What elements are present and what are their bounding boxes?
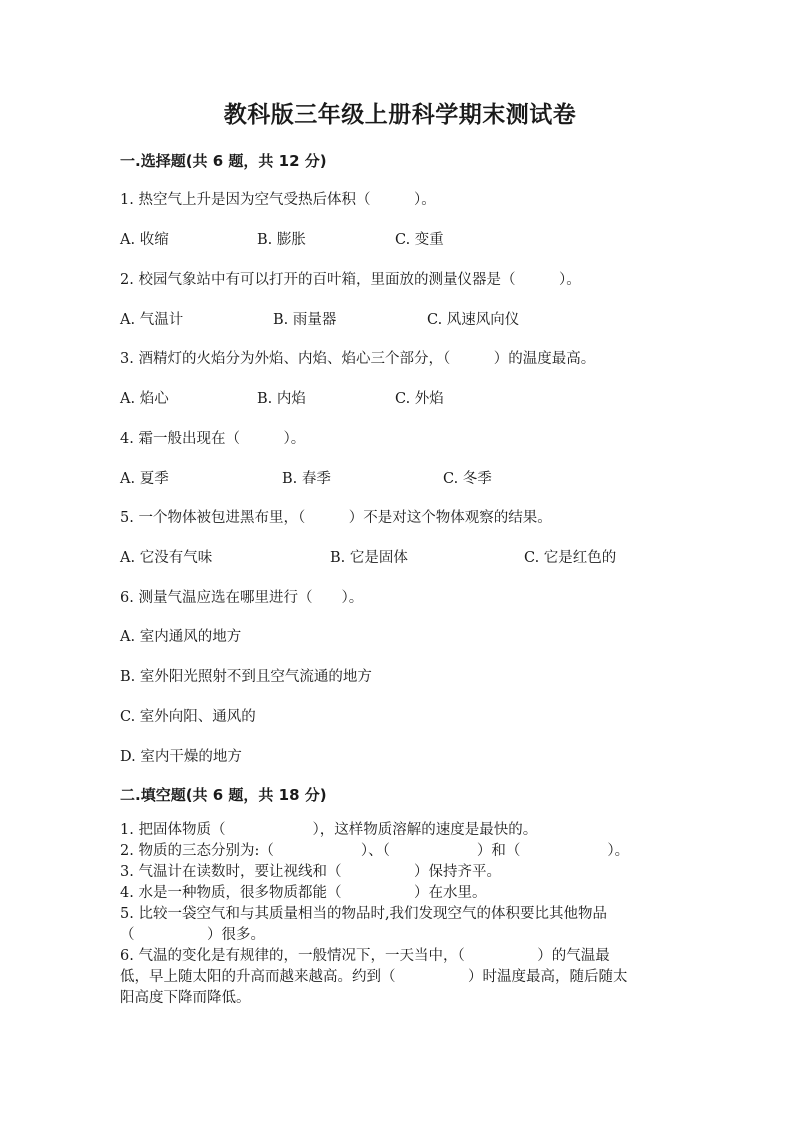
question-6: 6. 测量气温应选在哪里进行（ ）。 — [120, 590, 364, 606]
q2-option-a: A. 气温计 — [120, 312, 184, 328]
q4-option-b: B. 春季 — [282, 471, 331, 487]
section-heading-fill: 二.填空题(共 6 题，共 18 分) — [120, 786, 327, 804]
q1-option-c: C. 变重 — [395, 232, 444, 248]
fill-line: 阳高度下降而降低。 — [120, 990, 251, 1006]
q6-option-a: A. 室内通风的地方 — [120, 629, 242, 645]
q3-option-c: C. 外焰 — [395, 391, 444, 407]
q4-option-a: A. 夏季 — [120, 471, 169, 487]
fill-line: 1. 把固体物质（ ），这样物质溶解的速度是最快的。 — [120, 822, 538, 838]
fill-line: 低，早上随太阳的升高而越来越高。约到（ ）时温度最高，随后随太 — [120, 969, 628, 985]
fill-line: 6. 气温的变化是有规律的，一般情况下，一天当中，（ ）的气温最 — [120, 948, 610, 964]
question-2: 2. 校园气象站中有可以打开的百叶箱，里面放的测量仪器是（ ）。 — [120, 272, 581, 288]
fill-in-questions — [120, 820, 680, 1009]
q2-option-c: C. 风速风向仪 — [427, 312, 520, 328]
question-1: 1. 热空气上升是因为空气受热后体积（ ）。 — [120, 192, 436, 208]
question-5: 5. 一个物体被包进黑布里，（ ）不是对这个物体观察的结果。 — [120, 510, 552, 526]
q6-option-b: B. 室外阳光照射不到且空气流通的地方 — [120, 669, 372, 685]
q3-option-b: B. 内焰 — [257, 391, 306, 407]
q6-option-c: C. 室外向阳、通风的 — [120, 709, 256, 725]
q5-option-c: C. 它是红色的 — [524, 550, 617, 566]
question-4: 4. 霜一般出现在（ ）。 — [120, 431, 306, 447]
q5-option-a: A. 它没有气味 — [120, 550, 213, 566]
question-3: 3. 酒精灯的火焰分为外焰、内焰、焰心三个部分，（ ）的温度最高。 — [120, 351, 596, 367]
fill-line: 3. 气温计在读数时，要让视线和（ ）保持齐平。 — [120, 864, 501, 880]
page-title: 教科版三年级上册科学期末测试卷 — [223, 102, 577, 128]
q1-option-a: A. 收缩 — [120, 232, 169, 248]
q3-option-a: A. 焰心 — [120, 391, 169, 407]
section-heading-choice: 一.选择题(共 6 题，共 12 分) — [120, 152, 327, 170]
fill-line: 4. 水是一种物质，很多物质都能（ ）在水里。 — [120, 885, 487, 901]
q2-option-b: B. 雨量器 — [273, 312, 337, 328]
q6-option-d: D. 室内干燥的地方 — [120, 749, 242, 765]
fill-line: 2. 物质的三态分别为:（ ）、（ ）和（ ）。 — [120, 843, 630, 859]
fill-line: 5. 比较一袋空气和与其质量相当的物品时,我们发现空气的体积要比其他物品 — [120, 906, 608, 922]
q1-option-b: B. 膨胀 — [257, 232, 306, 248]
fill-line: （ ）很多。 — [120, 927, 265, 943]
q5-option-b: B. 它是固体 — [330, 550, 408, 566]
q4-option-c: C. 冬季 — [443, 471, 492, 487]
